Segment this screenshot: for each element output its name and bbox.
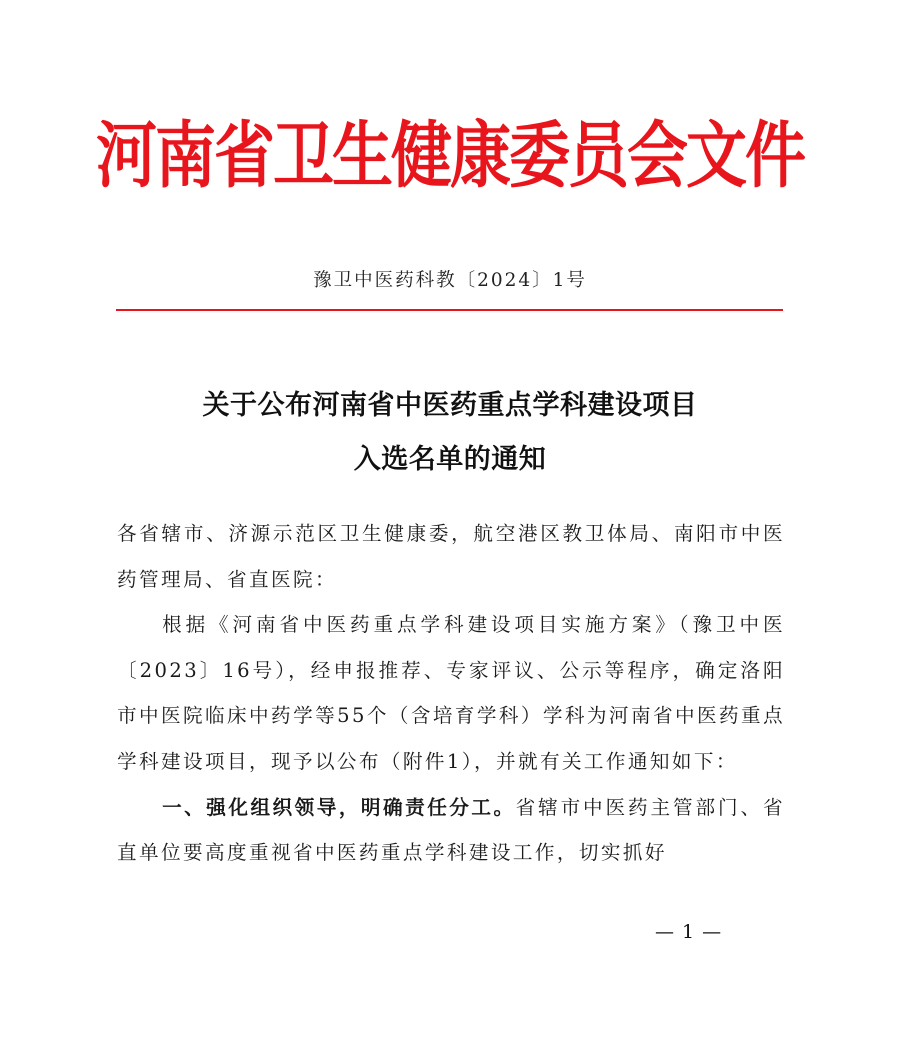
recipients-paragraph: 各省辖市、济源示范区卫生健康委，航空港区教卫体局、南阳市中医药管理局、省直医院： xyxy=(117,522,785,591)
body-paragraph: 根据《河南省中医药重点学科建设项目实施方案》（豫卫中医〔2023〕16号），经申报推荐、专家评议、公示等程序，确定洛阳市中医院临床中药学等55个（含培育学科）学科为河南省中医药重点学科建设项目，现予以公布（附件1），并就有关工作通知如下： xyxy=(117,613,785,773)
page-number: — 1 — xyxy=(655,921,723,943)
section-1-text: 省辖市中医药主管部门、省直单位要高度重视省中医药重点学科建设工作，切实抓好 xyxy=(117,795,785,865)
section-1-paragraph xyxy=(117,785,785,876)
document-number: 豫卫中医药科教〔2024〕1号 xyxy=(313,270,587,291)
issuer-title: 河南省卫生健康委员会文件 xyxy=(95,114,804,199)
red-separator-line xyxy=(116,309,783,311)
section-1-heading: 一、强化组织领导，明确责任分工。 xyxy=(162,795,516,819)
notice-title-line1: 关于公布河南省中医药重点学科建设项目 xyxy=(202,390,698,421)
notice-title-line2: 入选名单的通知 xyxy=(353,444,547,475)
document-body xyxy=(117,511,785,876)
